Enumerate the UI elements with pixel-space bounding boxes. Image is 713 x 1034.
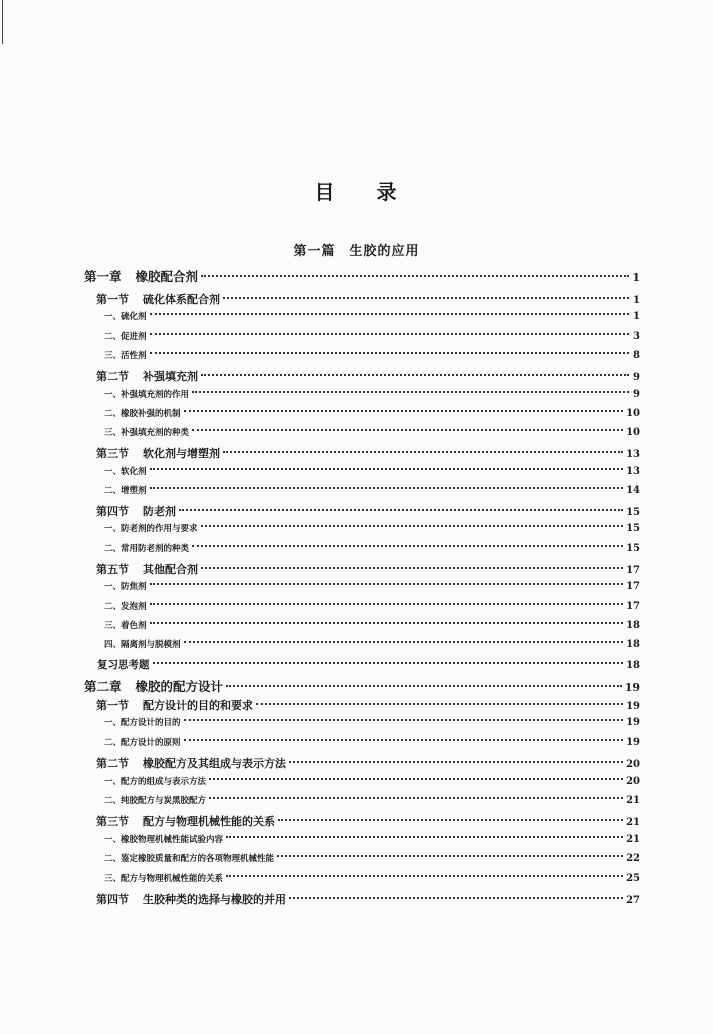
toc-entry-number: 第一节 (96, 699, 129, 712)
toc-entry[interactable] (96, 813, 640, 829)
toc-entry-number: 第一章 (84, 269, 122, 284)
toc-page-number: 22 (626, 853, 640, 864)
toc-entry-title: 鉴定橡胶质量和配方的各项物理机械性能 (121, 854, 275, 864)
toc-entry[interactable] (104, 465, 640, 477)
title-char-right: 录 (376, 180, 399, 204)
dot-leader (184, 719, 624, 721)
toc-entry-title: 橡胶的配方设计 (135, 679, 224, 694)
toc-entry-title: 配方与物理机械性能的关系 (143, 815, 275, 828)
toc-entry-label (104, 638, 181, 650)
toc-entry-title: 常用防老剂的种类 (121, 544, 190, 554)
toc-entry-title: 复习思考题 (97, 659, 150, 671)
toc-entry-number: 第三节 (96, 447, 129, 460)
dot-leader (226, 685, 622, 687)
toc-page-number: 20 (626, 776, 640, 787)
toc-entry-title: 隔离剂与脱模剂 (121, 640, 181, 650)
toc-entry-label (104, 484, 147, 496)
toc-entry[interactable] (104, 426, 640, 438)
toc-page-number: 9 (633, 389, 640, 400)
dot-leader (150, 468, 624, 470)
toc-entry-number: 一、 (104, 582, 122, 592)
toc-entry-title: 补强填充剂的种类 (121, 428, 190, 438)
toc-entry[interactable] (104, 580, 640, 592)
toc-entry-label (96, 891, 286, 907)
dot-leader (223, 297, 629, 299)
toc-entry-label (104, 872, 223, 884)
toc-page-number: 21 (626, 834, 640, 845)
toc-page-number: 14 (626, 485, 640, 496)
toc-entry-label (104, 833, 223, 845)
dot-leader (201, 374, 629, 376)
toc-page-number: 27 (626, 895, 640, 906)
toc-entry-label (104, 522, 198, 534)
dot-leader (150, 487, 624, 489)
toc-entry-number: 一、 (104, 777, 122, 787)
toc-entry[interactable] (104, 736, 640, 748)
toc-page-number: 21 (626, 817, 640, 828)
toc-entry[interactable] (104, 716, 640, 728)
toc-entry-label (104, 310, 147, 322)
toc-entry-number: 第二节 (96, 757, 129, 770)
toc-page-number: 13 (626, 466, 640, 477)
dot-leader (192, 391, 629, 393)
toc-entry-label (96, 291, 220, 307)
toc-page-number: 10 (626, 408, 640, 419)
toc-page-number: 15 (626, 507, 640, 518)
dot-leader (289, 897, 623, 899)
toc-entry-title: 橡胶配方及其组成与表示方法 (143, 757, 286, 770)
dot-leader (209, 797, 623, 799)
toc-entry[interactable] (104, 310, 640, 322)
toc-entry[interactable] (104, 407, 640, 419)
toc-entry-title: 橡胶补强的机制 (121, 409, 181, 419)
toc-entry-title: 橡胶配合剂 (135, 269, 199, 284)
toc-entry[interactable] (104, 794, 640, 806)
toc-entry-number: 第四节 (96, 505, 129, 518)
toc-entry-number: 三、 (104, 621, 122, 631)
toc-page-number: 18 (626, 660, 640, 671)
toc-entry[interactable] (96, 445, 640, 461)
toc-entry-title: 促进剂 (121, 332, 147, 342)
dot-leader (223, 451, 623, 453)
toc-entry[interactable] (84, 677, 640, 695)
toc-entry[interactable] (96, 368, 640, 384)
toc-entry-number: 二、 (104, 854, 122, 864)
toc-entry-label (104, 388, 189, 400)
dot-leader (201, 525, 624, 527)
toc-entry[interactable] (104, 775, 640, 787)
toc-page-number: 10 (626, 427, 640, 438)
toc-entry-number: 二、 (104, 332, 122, 342)
toc-entry-label (104, 349, 147, 361)
toc-entry-title: 防焦剂 (121, 582, 147, 592)
toc-entry[interactable] (104, 638, 640, 650)
dot-leader (150, 622, 624, 624)
toc-entry-label (104, 580, 147, 592)
toc-entry-number: 第三节 (96, 815, 129, 828)
toc-entry-title: 配方设计的原则 (121, 738, 181, 748)
toc-page-number: 15 (626, 543, 640, 554)
toc-entry-label (104, 736, 181, 748)
toc-entry[interactable] (84, 267, 640, 285)
toc-entry-title: 软化剂与增塑剂 (143, 447, 220, 460)
dot-leader (184, 641, 624, 643)
dot-leader (150, 313, 629, 315)
toc-entry[interactable] (104, 542, 640, 554)
toc-entry-number: 二、 (104, 602, 122, 612)
toc-entry-number: 三、 (104, 874, 122, 884)
toc-page-number: 19 (626, 737, 640, 748)
dot-leader (179, 509, 623, 511)
toc-entry-number: 一、 (104, 524, 122, 534)
toc-entry[interactable] (96, 755, 640, 771)
toc-entry[interactable] (96, 891, 640, 907)
toc-page-number: 9 (633, 372, 640, 383)
dot-leader (256, 703, 623, 705)
toc-entry[interactable] (96, 697, 640, 713)
toc-entry-label (84, 677, 223, 695)
toc-entry-title: 硫化剂 (121, 312, 147, 322)
dot-leader (184, 739, 624, 741)
toc-entry-label (104, 600, 147, 612)
toc-entry-number: 二、 (104, 486, 122, 496)
toc-entry-number: 第二章 (84, 679, 122, 694)
dot-leader (150, 583, 624, 585)
toc-page-number: 17 (626, 565, 640, 576)
toc-page-number: 1 (633, 295, 640, 306)
dot-leader (153, 662, 624, 664)
dot-leader (150, 352, 629, 354)
toc-entry-label (96, 561, 198, 577)
dot-leader (150, 603, 624, 605)
dot-leader (209, 778, 623, 780)
toc-entry[interactable] (96, 503, 640, 519)
toc-entry-number: 一、 (104, 390, 122, 400)
toc-entry-title: 增塑剂 (121, 486, 147, 496)
toc-page-number: 8 (633, 350, 640, 361)
toc-entry-label (104, 852, 274, 864)
toc-entry-title: 其他配合剂 (143, 563, 198, 576)
toc-entry-number: 一、 (104, 467, 122, 477)
dot-leader (278, 819, 623, 821)
toc-entry-number: 二、 (104, 796, 122, 806)
toc-entry-label (104, 775, 206, 787)
toc-entry-label (96, 368, 198, 384)
toc-page-number: 3 (633, 331, 640, 342)
toc-entry-label (104, 619, 147, 631)
toc-entry-label (96, 445, 220, 461)
toc-entry[interactable] (97, 657, 640, 672)
toc-entry-title: 防老剂的作用与要求 (121, 524, 198, 534)
toc-entry-label (96, 755, 286, 771)
toc-page-number: 17 (626, 581, 640, 592)
dot-leader (192, 429, 623, 431)
toc-entry-number: 一、 (104, 312, 122, 322)
toc-entry[interactable] (104, 484, 640, 496)
toc-entry[interactable] (104, 349, 640, 361)
toc-entry[interactable] (104, 872, 640, 884)
toc-entry-title: 活性剂 (121, 351, 147, 361)
toc-entry-title: 生胶种类的选择与橡胶的并用 (143, 893, 286, 906)
toc-page-number: 19 (626, 701, 640, 712)
toc-page-number: 18 (626, 620, 640, 631)
toc-page-number: 1 (632, 271, 640, 284)
toc-entry-title: 配方与物理机械性能的关系 (121, 874, 224, 884)
toc-entry-title: 发泡剂 (121, 602, 147, 612)
toc-entry-label (96, 503, 176, 519)
dot-leader (226, 836, 623, 838)
toc-entry[interactable] (104, 833, 640, 845)
toc-entry-number: 一、 (104, 835, 122, 845)
toc-entry-title: 硫化体系配合剂 (143, 293, 220, 306)
toc-entry[interactable] (104, 330, 640, 342)
toc-entry-label (104, 716, 181, 728)
toc-page-number: 13 (626, 449, 640, 460)
part-heading: 第一篇 生胶的应用 (293, 244, 420, 259)
toc-entry-title: 配方设计的目的和要求 (143, 699, 253, 712)
toc-entry-number: 三、 (104, 428, 122, 438)
toc-entry[interactable] (96, 291, 640, 307)
toc-entry-title: 纯胶配方与炭黑胶配方 (121, 796, 207, 806)
toc-entry-label (104, 465, 147, 477)
title-char-left: 目 (314, 180, 337, 204)
dot-leader (201, 567, 623, 569)
toc-entry-label (104, 407, 181, 419)
toc-entry-number: 二、 (104, 544, 122, 554)
toc-entry-number: 第五节 (96, 563, 129, 576)
toc-entry-title: 软化剂 (121, 467, 147, 477)
toc-entry-label (104, 794, 206, 806)
toc-page-number: 25 (626, 873, 640, 884)
toc-page-number: 21 (626, 795, 640, 806)
toc-entry-number: 第四节 (96, 893, 129, 906)
toc-entry-label (104, 542, 189, 554)
dot-leader (277, 855, 623, 857)
toc-page-number: 19 (624, 681, 640, 694)
toc-entry[interactable] (96, 561, 640, 577)
dot-leader (289, 761, 623, 763)
toc-entry-title: 着色剂 (121, 621, 147, 631)
toc-entry-number: 一、 (104, 718, 122, 728)
dot-leader (150, 333, 629, 335)
toc-entry-label (104, 330, 147, 342)
toc-entry-title: 补强填充剂的作用 (121, 390, 190, 400)
toc-entry[interactable] (104, 388, 640, 400)
toc-page-number: 20 (626, 759, 640, 770)
toc-entry-label (96, 813, 275, 829)
dot-leader (201, 275, 629, 277)
toc-entry-title: 防老剂 (143, 505, 176, 518)
toc-page-number: 17 (626, 601, 640, 612)
toc-entry-title: 补强填充剂 (143, 370, 198, 383)
toc-entry[interactable] (104, 852, 640, 864)
toc-entry-title: 橡胶物理机械性能试验内容 (121, 835, 224, 845)
toc-entry-title: 配方的组成与表示方法 (121, 777, 207, 787)
toc-entry-number: 第一节 (96, 293, 129, 306)
toc-entry-label (84, 267, 198, 285)
toc-page-number: 1 (633, 311, 640, 322)
toc-page-number: 19 (626, 717, 640, 728)
toc-page-number: 15 (626, 523, 640, 534)
dot-leader (184, 410, 624, 412)
toc-entry[interactable] (104, 619, 640, 631)
toc-entry-number: 二、 (104, 409, 122, 419)
toc-entry-number: 二、 (104, 738, 122, 748)
toc-entry[interactable] (104, 600, 640, 612)
toc-entry-number: 三、 (104, 351, 122, 361)
toc-entry-title: 配方设计的目的 (121, 718, 181, 728)
dot-leader (226, 875, 623, 877)
toc-entry-label (97, 657, 150, 672)
toc-entry[interactable] (104, 522, 640, 534)
toc-entry-label (96, 697, 253, 713)
toc-entry-number: 四、 (104, 640, 122, 650)
toc-page-number: 18 (626, 639, 640, 650)
toc-entry-label (104, 426, 189, 438)
dot-leader (192, 545, 623, 547)
toc-entry-number: 第二节 (96, 370, 129, 383)
